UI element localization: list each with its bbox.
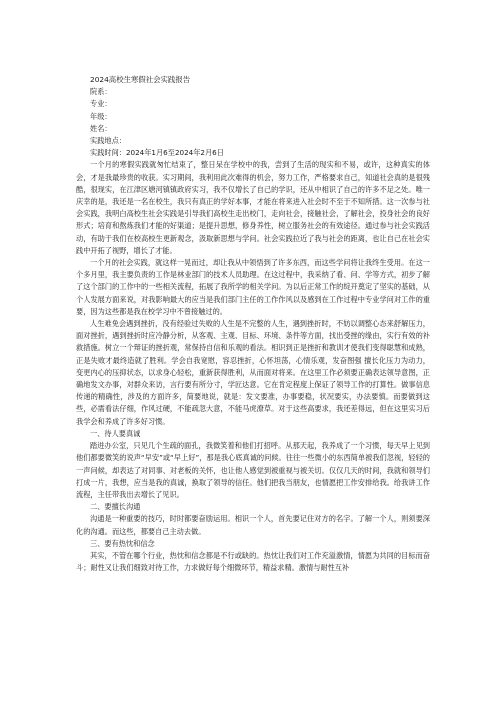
section-heading-communication: 二、要擅长沟通 (90, 502, 141, 512)
field-location: 实践地点： (90, 136, 126, 146)
section-heading-passion: 三、要有热忱和信念 (90, 538, 155, 548)
paragraph-intro: 一个月的寒假实践就匆忙结束了，整日呆在学校中的我，尝到了生活的现实和不易，或许，这种真实的体会，才是我最珍贵的收获。实习期间，我利用此次难得的机会，努力工作，严格要求自己，知道社会真的是很残酷，很现实，在江津区塘河镇镇政府实习，我不仅增长了自己的学识，还从中相识了自己的许多不足之处。唯一庆幸的是，我还是一名在校生，我只有真正的学好本事，才能在将来进入社会时不至于不知所措。这一次参与社会实践，我明白高校生社会实践是引导我们高校生走出校门，走向社会，接触社会，了解社会，投身社会的良好形式；培育和熬炼我们才能的好渠道；是提升思想，修身养性，树立服务社会的有效途径。通过参与社会实践活动，有助于我们在校高校生更新观念，汲取新思想与学问。社会实践拉近了我与社会的距离，也让自己在社会实践中开拓了视野，增长了才能。 (76, 160, 430, 255)
paragraph-work-summary: 一个月的社会实践，就这样一晃而过，却让我从中领悟到了许多东西，而这些学问将让我终生受用。在这一个多月里，我主要负责的工作是林业部门的技术人员助理。在这过程中，我采纳了看、问、学等方式，初步了解了这个部门的工作中的一些相关流程，拓展了我所学的相关学问。为以后正常工作的绽开奠定了坚实的基础，从个人发展方面来说，对我影响最大的应当是我们部门主任的工作作风以及感到在工作过程中专业学问对工作的重要，因为这些都是我在校学习中不曾接触过的。 (76, 258, 430, 316)
paragraph-setbacks: 人生难免会遇到挫折，没有经验过失败的人生是不完整的人生，遇到挫折时，不妨以调整心态来舒解压力，面对挫折，遇到挫折时应冷静分析，从客观、主观、目标、环境、条件等方面，找出受挫的缘由，实行有效的补救措施。树立一个辩证的挫折观，常保持自信和乐观的看法。相识到正是挫折和教训才使我们变得聪慧和成熟，正是失败才最终造就了胜利。学会自我宽慰，容忍挫折，心怀坦荡，心情乐观，发奋图强 擅长化压力为动力，变更内心的压抑状态，以求身心轻松，重新获得胜利，从而面对将来。在这里工作必须要正确表达领导意图，正确地发文办事，对群众来访，言行要有所分寸，学匠达意。它在肯定程度上保证了领导工作的打算性。做事信息传递的精确性，涉及的方面许多，简要地说，就是：发文要准，办事要稳，状况要实，办法要慎。而要做到这些，必需看法仔细，作风过硬，不能疏忽大意，不能马虎潦草。对于这些高要求，我还差得远，但在这里实习后我学会和养成了许多好习惯。 (76, 319, 430, 426)
field-department: 院系： (90, 87, 112, 97)
field-period: 实践时间：2024年1月6至2024年2月6日 (90, 148, 224, 158)
document-body (76, 74, 430, 574)
field-name: 姓名： (90, 123, 112, 133)
section-heading-sincerity: 一、待人要真诚 (90, 428, 141, 438)
field-grade: 年级： (90, 111, 112, 121)
section-body-sincerity: 踏进办公室，只见几个生疏的面孔，我微笑着和他们打招呼。从那天起，我养成了一个习惯，每天早上见到他们都要微笑的说声“早安”或“早上好”，那是我心底真诚的问候。往往一些微小的东西简单被我们忽视，轻轻的一声问候，却表达了对同事、对老板的关怀，也让他人感觉到被重视与被关切。仅仅几天的时间，我就和领导们打成一片，我想，应当是我的真诚，换取了领导的信任。他们把我当朋友，也情愿把工作安排给我。给我讲工作流程，主任带我出去增长了见识。 (76, 441, 430, 499)
document-title: 2024高校生寒假社会实践报告 (90, 75, 191, 84)
section-body-communication: 沟通是一种重要的技巧，时时都要奋励运用。相识一个人，首先要记住对方的名字。了解一个人，则须要深化的沟通。而这些，都要自己主动去做。 (76, 514, 430, 536)
section-body-passion: 其实，不管在哪个行业，热忱和信念都是不行或缺的。热忱让我们对工作充溢激情，情愿为共同的目标而奋斗；耐性又让我们细致对待工作，力求做好每个细微环节，精益求精。激情与耐性互补 (76, 550, 430, 573)
field-major: 专业： (90, 99, 112, 109)
